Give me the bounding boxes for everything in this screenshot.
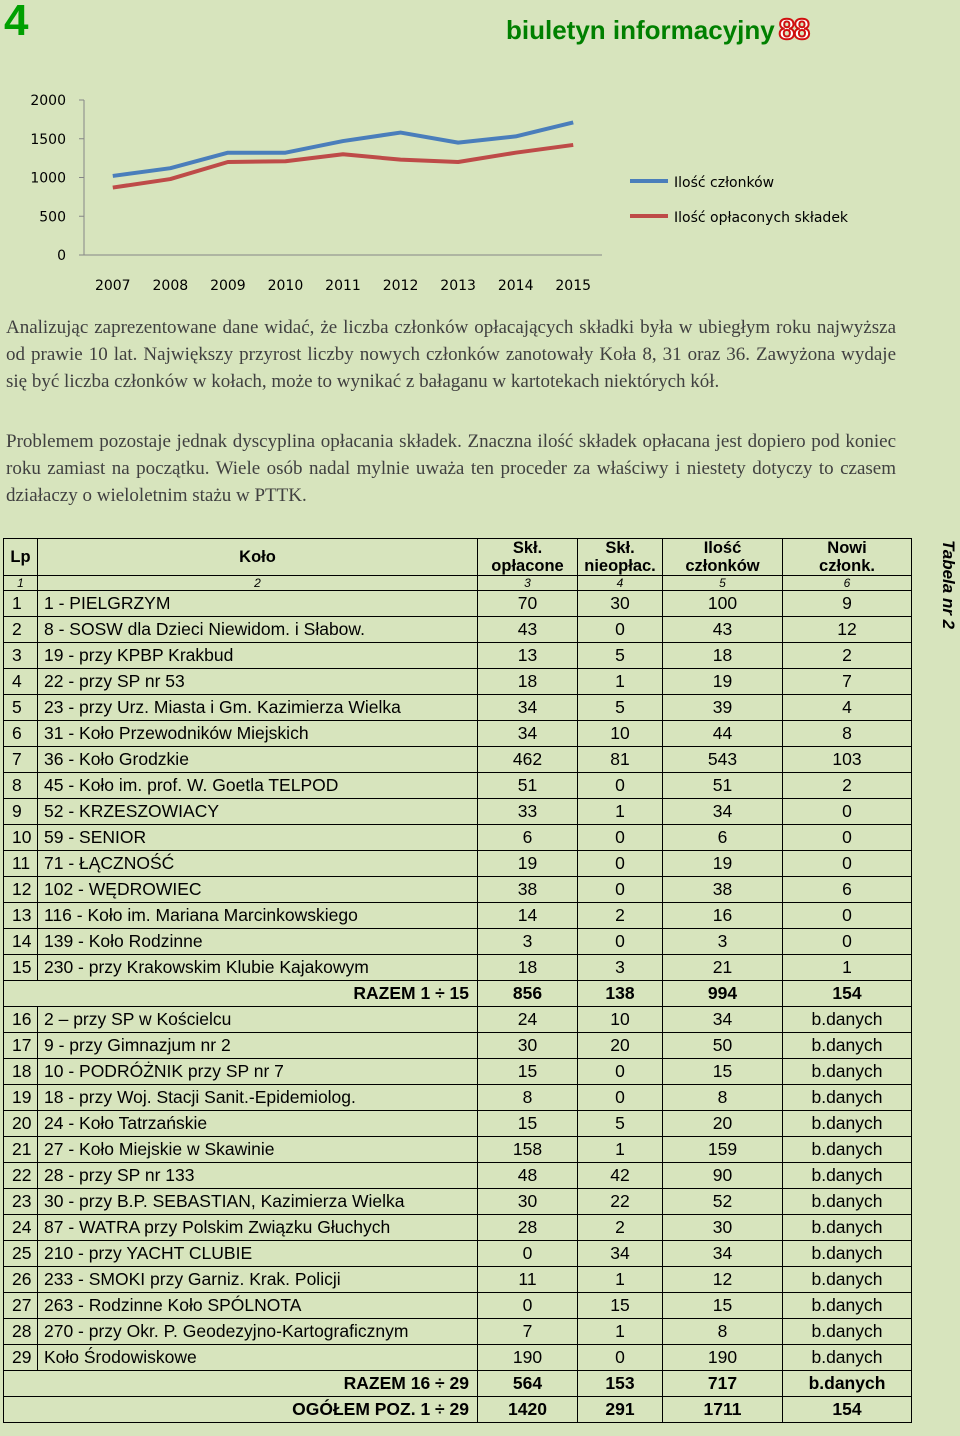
- row-paid: 15: [478, 1111, 578, 1137]
- row-club-name: 36 - Koło Grodzkie: [38, 747, 478, 773]
- row-paid: 28: [478, 1215, 578, 1241]
- header-unpaid-fees: Skł. nieopłac.: [578, 539, 663, 576]
- row-new: b.danych: [783, 1059, 912, 1085]
- row-members: 90: [663, 1163, 783, 1189]
- row-unpaid: 1: [578, 1267, 663, 1293]
- row-members: 21: [663, 955, 783, 981]
- table-row: [4, 1007, 912, 1033]
- row-members: 34: [663, 1007, 783, 1033]
- row-paid: 8: [478, 1085, 578, 1111]
- column-number: 3: [478, 576, 578, 591]
- row-unpaid: 0: [578, 617, 663, 643]
- row-new: b.danych: [783, 1085, 912, 1111]
- row-unpaid: 0: [578, 773, 663, 799]
- row-members: 6: [663, 825, 783, 851]
- row-club-name: 23 - przy Urz. Miasta i Gm. Kazimierza Wielka: [38, 695, 478, 721]
- row-paid: 19: [478, 851, 578, 877]
- table-row: [4, 1345, 912, 1371]
- row-unpaid: 3: [578, 955, 663, 981]
- row-paid: 11: [478, 1267, 578, 1293]
- issue-number: 88: [778, 14, 809, 46]
- row-unpaid: 0: [578, 877, 663, 903]
- table-row: [4, 1111, 912, 1137]
- row-unpaid: 1: [578, 799, 663, 825]
- row-paid: 18: [478, 955, 578, 981]
- x-tick-label: 2012: [382, 278, 419, 294]
- sum-paid: 564: [478, 1371, 578, 1397]
- row-members: 15: [663, 1293, 783, 1319]
- y-tick-label: 0: [57, 248, 66, 264]
- row-lp: 28: [4, 1319, 38, 1345]
- table-row: [4, 799, 912, 825]
- row-new: 2: [783, 773, 912, 799]
- row-paid: 30: [478, 1189, 578, 1215]
- row-new: b.danych: [783, 1137, 912, 1163]
- row-lp: 10: [4, 825, 38, 851]
- row-new: b.danych: [783, 1319, 912, 1345]
- row-lp: 18: [4, 1059, 38, 1085]
- row-club-name: 9 - przy Gimnazjum nr 2: [38, 1033, 478, 1059]
- row-club-name: 139 - Koło Rodzinne: [38, 929, 478, 955]
- row-paid: 462: [478, 747, 578, 773]
- row-members: 51: [663, 773, 783, 799]
- row-lp: 25: [4, 1241, 38, 1267]
- table-row: [4, 1293, 912, 1319]
- row-club-name: 18 - przy Woj. Stacji Sanit.-Epidemiolog.: [38, 1085, 478, 1111]
- header-kolo: Koło: [38, 539, 478, 576]
- sum-label: RAZEM 16 ÷ 29: [4, 1371, 478, 1397]
- legend-label-1: Ilość opłaconych składek: [674, 210, 849, 226]
- row-members: 15: [663, 1059, 783, 1085]
- row-new: b.danych: [783, 1345, 912, 1371]
- x-tick-label: 2010: [267, 278, 304, 294]
- table-row: [4, 1059, 912, 1085]
- row-club-name: 87 - WATRA przy Polskim Związku Głuchych: [38, 1215, 478, 1241]
- row-unpaid: 0: [578, 1059, 663, 1085]
- header-lp: Lp: [4, 539, 38, 576]
- row-lp: 7: [4, 747, 38, 773]
- column-number: 6: [783, 576, 912, 591]
- row-lp: 6: [4, 721, 38, 747]
- row-unpaid: 22: [578, 1189, 663, 1215]
- row-unpaid: 0: [578, 1345, 663, 1371]
- row-unpaid: 2: [578, 903, 663, 929]
- column-number: 5: [663, 576, 783, 591]
- row-members: 18: [663, 643, 783, 669]
- row-new: 8: [783, 721, 912, 747]
- row-club-name: Koło Środowiskowe: [38, 1345, 478, 1371]
- row-club-name: 263 - Rodzinne Koło SPÓLNOTA: [38, 1293, 478, 1319]
- row-members: 38: [663, 877, 783, 903]
- row-unpaid: 5: [578, 1111, 663, 1137]
- y-tick-label: 2000: [30, 93, 66, 109]
- bulletin-title-text: biuletyn informacyjny: [506, 15, 775, 45]
- table-row: [4, 1163, 912, 1189]
- row-new: 0: [783, 903, 912, 929]
- y-tick-label: 1500: [30, 131, 66, 148]
- row-lp: 5: [4, 695, 38, 721]
- row-new: 0: [783, 851, 912, 877]
- table-row: [4, 825, 912, 851]
- row-lp: 17: [4, 1033, 38, 1059]
- row-members: 12: [663, 1267, 783, 1293]
- row-new: 0: [783, 929, 912, 955]
- row-unpaid: 15: [578, 1293, 663, 1319]
- table-row: [4, 955, 912, 981]
- row-new: b.danych: [783, 1241, 912, 1267]
- legend-label-0: Ilość członków: [674, 175, 775, 191]
- row-paid: 34: [478, 695, 578, 721]
- row-members: 20: [663, 1111, 783, 1137]
- row-club-name: 210 - przy YACHT CLUBIE: [38, 1241, 478, 1267]
- row-new: 0: [783, 799, 912, 825]
- row-members: 50: [663, 1033, 783, 1059]
- table-header-row: [4, 539, 912, 576]
- row-new: 6: [783, 877, 912, 903]
- row-paid: 3: [478, 929, 578, 955]
- row-unpaid: 1: [578, 1319, 663, 1345]
- row-lp: 22: [4, 1163, 38, 1189]
- row-lp: 21: [4, 1137, 38, 1163]
- row-paid: 30: [478, 1033, 578, 1059]
- row-members: 52: [663, 1189, 783, 1215]
- row-lp: 14: [4, 929, 38, 955]
- row-paid: 15: [478, 1059, 578, 1085]
- table-sum-group-a: [4, 981, 912, 1007]
- row-new: 1: [783, 955, 912, 981]
- row-lp: 23: [4, 1189, 38, 1215]
- sum-paid: 856: [478, 981, 578, 1007]
- column-number: 2: [38, 576, 478, 591]
- column-number: 4: [578, 576, 663, 591]
- row-unpaid: 0: [578, 1085, 663, 1111]
- row-members: 3: [663, 929, 783, 955]
- row-lp: 20: [4, 1111, 38, 1137]
- row-new: b.danych: [783, 1215, 912, 1241]
- row-paid: 190: [478, 1345, 578, 1371]
- row-unpaid: 1: [578, 1137, 663, 1163]
- row-new: b.danych: [783, 1033, 912, 1059]
- bulletin-title: [506, 14, 809, 47]
- row-club-name: 30 - przy B.P. SEBASTIAN, Kazimierza Wielka: [38, 1189, 478, 1215]
- table-row: [4, 773, 912, 799]
- row-unpaid: 34: [578, 1241, 663, 1267]
- row-new: b.danych: [783, 1267, 912, 1293]
- table-row: [4, 903, 912, 929]
- row-club-name: 233 - SMOKI przy Garniz. Krak. Policji: [38, 1267, 478, 1293]
- sum-unpaid: 138: [578, 981, 663, 1007]
- table-row: [4, 1215, 912, 1241]
- header-new-members: Nowi członk.: [783, 539, 912, 576]
- row-club-name: 19 - przy KPBP Krakbud: [38, 643, 478, 669]
- table-row: [4, 1319, 912, 1345]
- row-members: 543: [663, 747, 783, 773]
- row-lp: 1: [4, 591, 38, 617]
- row-club-name: 270 - przy Okr. P. Geodezyjno-Kartograficznym: [38, 1319, 478, 1345]
- row-new: 7: [783, 669, 912, 695]
- row-unpaid: 10: [578, 1007, 663, 1033]
- row-lp: 29: [4, 1345, 38, 1371]
- row-members: 190: [663, 1345, 783, 1371]
- row-lp: 12: [4, 877, 38, 903]
- table-row: [4, 747, 912, 773]
- table-row: [4, 929, 912, 955]
- row-unpaid: 1: [578, 669, 663, 695]
- row-new: 0: [783, 825, 912, 851]
- table-caption: Tabela nr 2: [939, 540, 958, 630]
- table-row: [4, 1267, 912, 1293]
- row-unpaid: 81: [578, 747, 663, 773]
- sum-members: 994: [663, 981, 783, 1007]
- x-tick-label: 2009: [210, 278, 246, 294]
- sum-label: RAZEM 1 ÷ 15: [4, 981, 478, 1007]
- row-club-name: 1 - PIELGRZYM: [38, 591, 478, 617]
- total-paid: 1420: [478, 1397, 578, 1423]
- row-lp: 2: [4, 617, 38, 643]
- row-new: b.danych: [783, 1163, 912, 1189]
- total-members: 1711: [663, 1397, 783, 1423]
- total-new: 154: [783, 1397, 912, 1423]
- row-club-name: 22 - przy SP nr 53: [38, 669, 478, 695]
- sum-unpaid: 153: [578, 1371, 663, 1397]
- table-row: [4, 591, 912, 617]
- paragraph-discipline: Problemem pozostaje jednak dyscyplina opłacania składek. Znaczna ilość składek opłacana jest dopiero pod koniec roku zamiast na początku. Wiele osób nadal mylnie uważa ten proceder za właściwy i niestety dotyczy to czasem działaczy o wieloletnim stażu w PTTK.: [6, 431, 896, 506]
- row-members: 19: [663, 669, 783, 695]
- total-unpaid: 291: [578, 1397, 663, 1423]
- row-new: 103: [783, 747, 912, 773]
- row-club-name: 27 - Koło Miejskie w Skawinie: [38, 1137, 478, 1163]
- table-row: [4, 1241, 912, 1267]
- row-lp: 15: [4, 955, 38, 981]
- row-club-name: 8 - SOSW dla Dzieci Niewidom. i Słabow.: [38, 617, 478, 643]
- row-paid: 33: [478, 799, 578, 825]
- row-members: 34: [663, 799, 783, 825]
- row-lp: 19: [4, 1085, 38, 1111]
- row-unpaid: 0: [578, 929, 663, 955]
- row-paid: 18: [478, 669, 578, 695]
- row-paid: 24: [478, 1007, 578, 1033]
- row-paid: 13: [478, 643, 578, 669]
- table-row: [4, 669, 912, 695]
- row-lp: 16: [4, 1007, 38, 1033]
- table-row: [4, 851, 912, 877]
- row-members: 34: [663, 1241, 783, 1267]
- x-tick-label: 2013: [440, 278, 476, 294]
- row-lp: 4: [4, 669, 38, 695]
- header-paid-fees: Skł. opłacone: [478, 539, 578, 576]
- table-row: [4, 721, 912, 747]
- row-members: 159: [663, 1137, 783, 1163]
- row-members: 30: [663, 1215, 783, 1241]
- row-club-name: 71 - ŁĄCZNOŚĆ: [38, 851, 478, 877]
- row-paid: 6: [478, 825, 578, 851]
- table-body-group-b: [4, 1007, 912, 1371]
- sum-members: 717: [663, 1371, 783, 1397]
- row-paid: 51: [478, 773, 578, 799]
- sum-row-1-15: [4, 981, 912, 1007]
- row-club-name: 2 – przy SP w Kościelcu: [38, 1007, 478, 1033]
- series-line-0: [113, 122, 573, 176]
- row-new: b.danych: [783, 1293, 912, 1319]
- row-paid: 158: [478, 1137, 578, 1163]
- y-tick-label: 500: [39, 209, 66, 226]
- table-row: [4, 1189, 912, 1215]
- row-lp: 8: [4, 773, 38, 799]
- page-number: 4: [4, 0, 29, 45]
- row-paid: 14: [478, 903, 578, 929]
- x-tick-label: 2015: [555, 278, 592, 294]
- row-club-name: 45 - Koło im. prof. W. Goetla TELPOD: [38, 773, 478, 799]
- row-new: 12: [783, 617, 912, 643]
- row-lp: 3: [4, 643, 38, 669]
- row-lp: 27: [4, 1293, 38, 1319]
- row-members: 19: [663, 851, 783, 877]
- row-unpaid: 0: [578, 825, 663, 851]
- row-unpaid: 2: [578, 1215, 663, 1241]
- row-unpaid: 5: [578, 695, 663, 721]
- row-members: 39: [663, 695, 783, 721]
- row-members: 8: [663, 1085, 783, 1111]
- table-row: [4, 1085, 912, 1111]
- table-row: [4, 643, 912, 669]
- x-tick-label: 2011: [325, 278, 361, 294]
- total-label: OGÓŁEM POZ. 1 ÷ 29: [4, 1397, 478, 1423]
- row-new: 2: [783, 643, 912, 669]
- header-member-count: Ilość członków: [663, 539, 783, 576]
- members-line-chart: [0, 80, 900, 305]
- row-unpaid: 30: [578, 591, 663, 617]
- row-lp: 26: [4, 1267, 38, 1293]
- row-unpaid: 42: [578, 1163, 663, 1189]
- row-paid: 7: [478, 1319, 578, 1345]
- paragraph-analysis: Analizując zaprezentowane dane widać, że liczba członków opłacających składki była w ubiegłym roku najwyższa od prawie 10 lat. Największy przyrost liczby nowych członków zanotowały Koła 8, 31 oraz 36. Zawyżona wydaje się być liczba członków w kołach, może to wynikać z bałaganu w kartotekach niektórych kół.: [6, 317, 896, 392]
- sum-row-16-29: [4, 1371, 912, 1397]
- row-club-name: 10 - PODRÓŻNIK przy SP nr 7: [38, 1059, 478, 1085]
- table-row: [4, 695, 912, 721]
- row-lp: 24: [4, 1215, 38, 1241]
- row-paid: 70: [478, 591, 578, 617]
- row-unpaid: 5: [578, 643, 663, 669]
- x-tick-label: 2007: [94, 278, 131, 294]
- row-club-name: 24 - Koło Tatrzańskie: [38, 1111, 478, 1137]
- table-sum-group-b: [4, 1371, 912, 1423]
- club-members-table: [3, 538, 912, 1423]
- row-lp: 13: [4, 903, 38, 929]
- row-club-name: 230 - przy Krakowskim Klubie Kajakowym: [38, 955, 478, 981]
- x-tick-label: 2014: [497, 278, 534, 294]
- table-row: [4, 1137, 912, 1163]
- table-row: [4, 877, 912, 903]
- sum-row-total: [4, 1397, 912, 1423]
- row-members: 100: [663, 591, 783, 617]
- y-tick-label: 1000: [30, 170, 66, 187]
- column-number-row: [4, 576, 912, 591]
- row-paid: 38: [478, 877, 578, 903]
- row-club-name: 116 - Koło im. Mariana Marcinkowskiego: [38, 903, 478, 929]
- row-club-name: 31 - Koło Przewodników Miejskich: [38, 721, 478, 747]
- row-unpaid: 10: [578, 721, 663, 747]
- row-members: 43: [663, 617, 783, 643]
- table-row: [4, 1033, 912, 1059]
- column-number: 1: [4, 576, 38, 591]
- row-paid: 34: [478, 721, 578, 747]
- row-new: b.danych: [783, 1189, 912, 1215]
- row-lp: 9: [4, 799, 38, 825]
- x-tick-label: 2008: [152, 278, 189, 294]
- sum-new: 154: [783, 981, 912, 1007]
- row-paid: 48: [478, 1163, 578, 1189]
- row-members: 44: [663, 721, 783, 747]
- row-members: 8: [663, 1319, 783, 1345]
- row-club-name: 59 - SENIOR: [38, 825, 478, 851]
- row-club-name: 102 - WĘDROWIEC: [38, 877, 478, 903]
- row-paid: 0: [478, 1293, 578, 1319]
- sum-new: b.danych: [783, 1371, 912, 1397]
- row-club-name: 28 - przy SP nr 133: [38, 1163, 478, 1189]
- row-paid: 0: [478, 1241, 578, 1267]
- row-new: 9: [783, 591, 912, 617]
- table-body-group-a: [4, 591, 912, 981]
- table-row: [4, 617, 912, 643]
- row-club-name: 52 - KRZESZOWIACY: [38, 799, 478, 825]
- row-unpaid: 0: [578, 851, 663, 877]
- row-members: 16: [663, 903, 783, 929]
- row-new: b.danych: [783, 1007, 912, 1033]
- row-new: b.danych: [783, 1111, 912, 1137]
- row-paid: 43: [478, 617, 578, 643]
- row-new: 4: [783, 695, 912, 721]
- row-lp: 11: [4, 851, 38, 877]
- row-unpaid: 20: [578, 1033, 663, 1059]
